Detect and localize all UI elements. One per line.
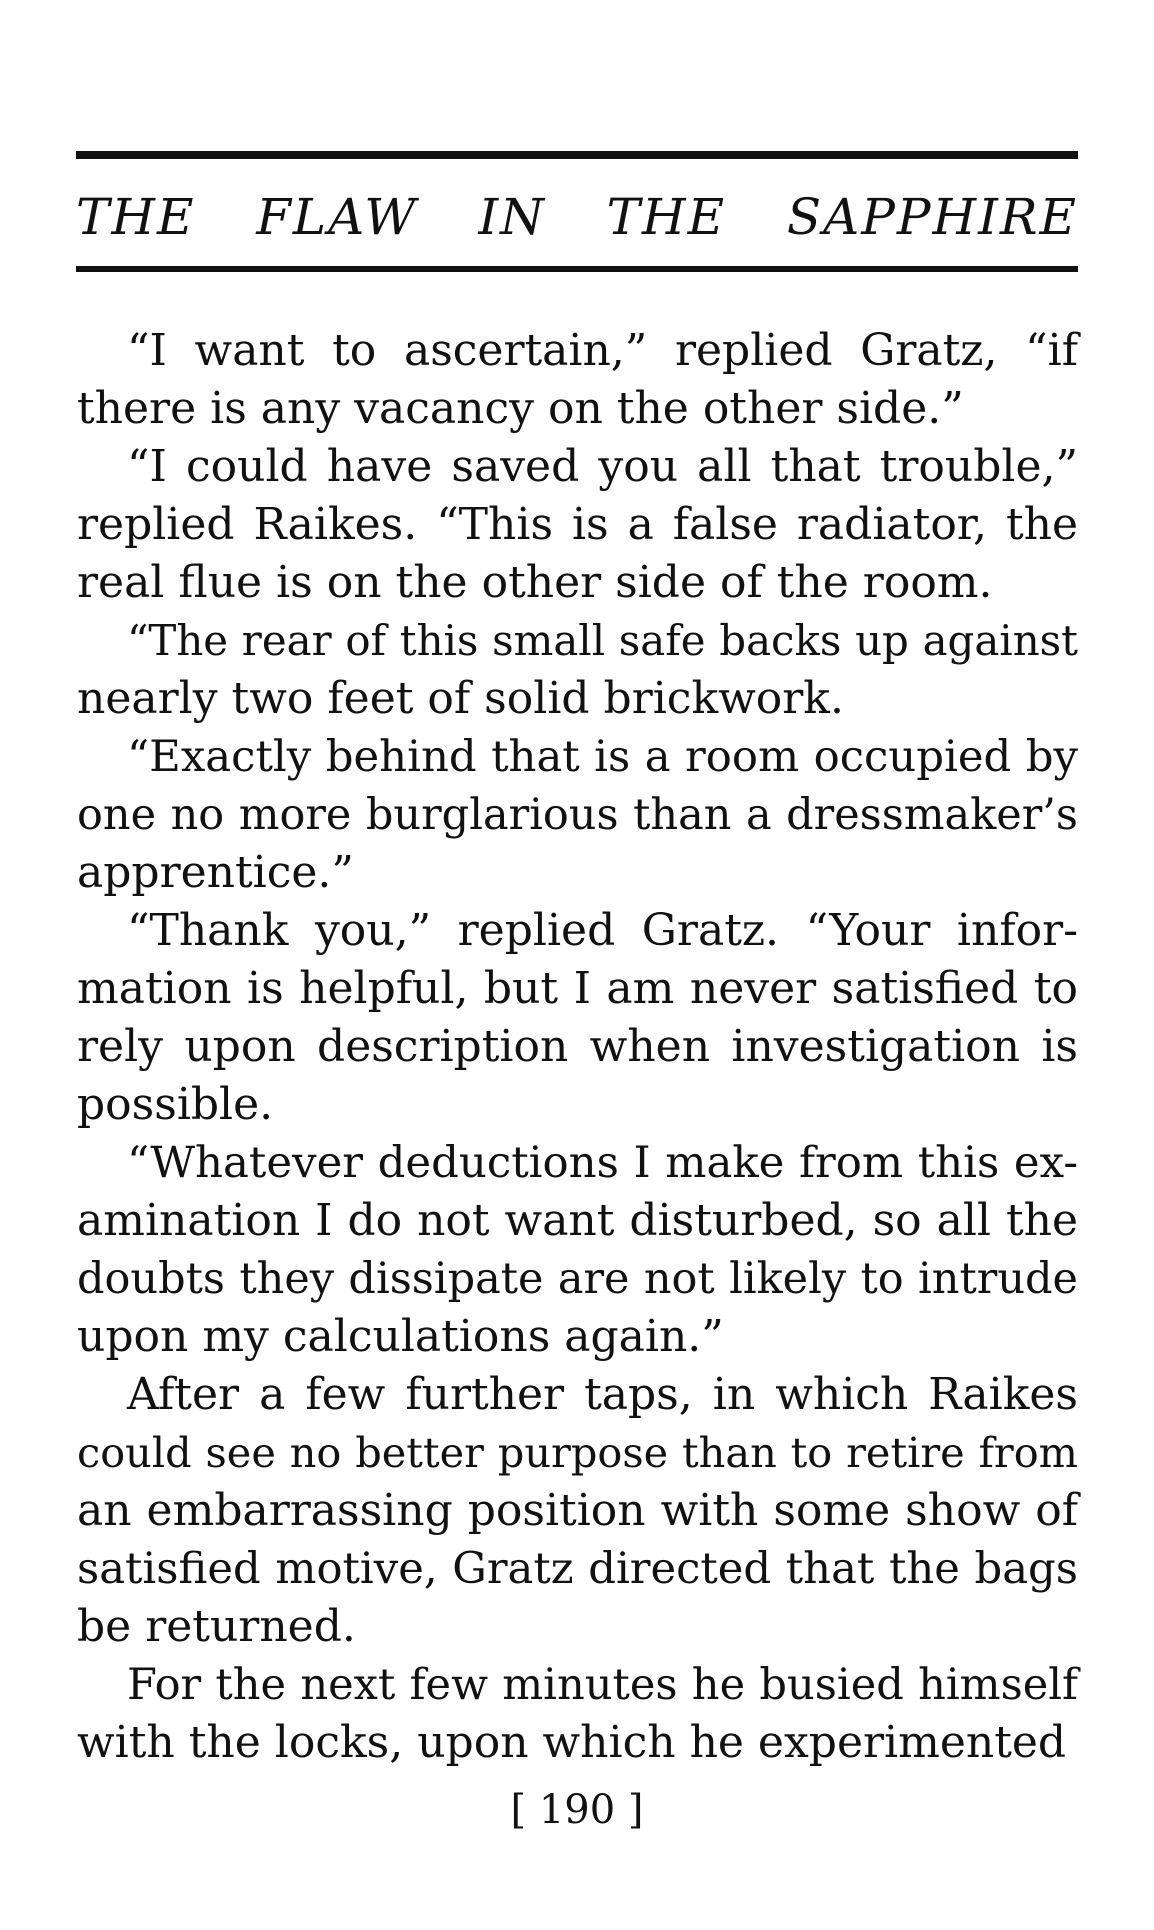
text-line: For the next few minutes he busied himself bbox=[127, 1660, 1078, 1710]
running-head: THE FLAW IN THE SAPPHIRE bbox=[76, 188, 1078, 246]
text-line: there is any vacancy on the other side.” bbox=[77, 383, 964, 434]
text-line: doubts they dissipate are not likely to intrude bbox=[77, 1254, 1078, 1304]
paragraph bbox=[77, 438, 1078, 612]
text-line: “Whatever deductions I make from this ex- bbox=[127, 1138, 1078, 1188]
paragraph bbox=[77, 612, 1078, 728]
text-line: replied Raikes. “This is a false radiator, the bbox=[77, 499, 1078, 550]
paragraph bbox=[77, 1134, 1078, 1366]
text-line: with the locks, upon which he experimented bbox=[77, 1717, 1067, 1768]
body-text bbox=[77, 322, 1078, 1772]
text-line: mation is helpful, but I am never satisfied to bbox=[77, 963, 1078, 1014]
header-bottom-rule bbox=[76, 266, 1078, 272]
paragraph bbox=[77, 728, 1078, 902]
paragraph bbox=[77, 902, 1078, 1134]
text-line: After a few further taps, in which Raikes bbox=[127, 1369, 1078, 1420]
paragraph bbox=[77, 1656, 1078, 1772]
header-top-rule bbox=[76, 151, 1078, 159]
text-line: apprentice.” bbox=[77, 847, 354, 898]
text-line: possible. bbox=[77, 1079, 274, 1130]
text-line: an embarrassing position with some show of bbox=[77, 1485, 1078, 1536]
text-line: upon my calculations again.” bbox=[77, 1311, 724, 1362]
text-line: “Exactly behind that is a room occupied by bbox=[127, 732, 1078, 782]
text-line: amination I do not want disturbed, so all the bbox=[77, 1195, 1078, 1246]
text-line: be returned. bbox=[77, 1601, 356, 1652]
paragraph bbox=[77, 322, 1078, 438]
text-line: rely upon description when investigation is bbox=[77, 1021, 1078, 1072]
text-line: “I could have saved you all that trouble,” bbox=[127, 441, 1078, 492]
text-line: “I want to ascertain,” replied Gratz, “if bbox=[127, 325, 1078, 376]
text-line: real flue is on the other side of the room. bbox=[77, 557, 993, 608]
text-line: “Thank you,” replied Gratz. “Your infor- bbox=[127, 905, 1078, 956]
text-line: one no more burglarious than a dressmaker’s bbox=[77, 790, 1078, 840]
paragraph bbox=[77, 1366, 1078, 1656]
text-line: nearly two feet of solid brickwork. bbox=[77, 673, 844, 724]
text-line: satisfied motive, Gratz directed that the bags bbox=[77, 1544, 1078, 1594]
text-line: could see no better purpose than to retire from bbox=[77, 1429, 1078, 1477]
text-line: “The rear of this small safe backs up against bbox=[127, 616, 1078, 665]
page-number: [ 190 ] bbox=[510, 1787, 644, 1833]
